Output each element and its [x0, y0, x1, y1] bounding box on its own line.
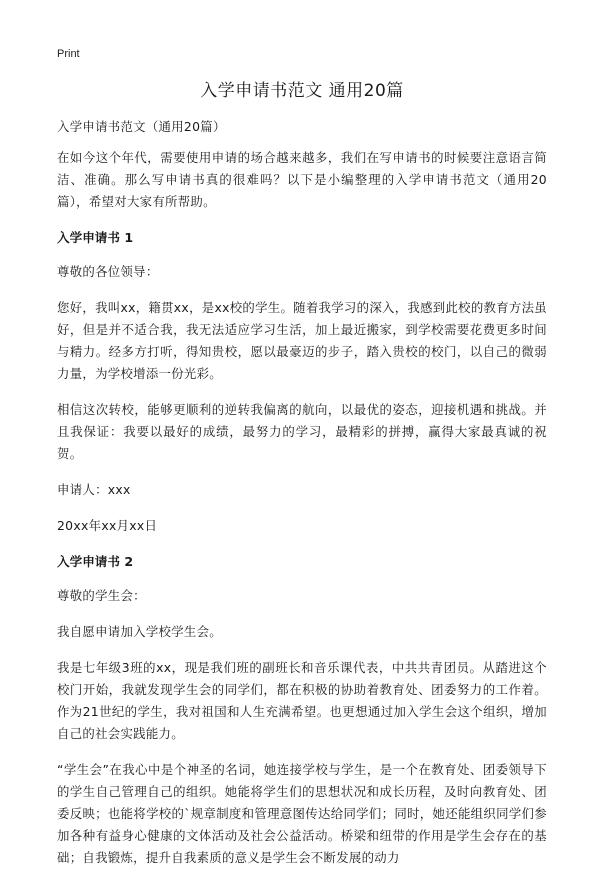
document-body: [57, 78, 547, 883]
paragraph: 相信这次转校，能够更顺利的逆转我偏离的航向，以最优的姿态，迎接机遇和挑战。并且我保证：我要以最好的成绩，最努力的学习，最精彩的拼搏，赢得大家最真诚的祝贺。: [57, 402, 547, 461]
paragraph: 我是七年级3班的xx，现是我们班的副班长和音乐课代表，中共共青团员。从踏进这个校门开始，我就发现学生会的同学们，都在积极的协助着教育处、团委努力的工作着。作为21世纪的学生，我对祖国和人生充满希望。也更想通过加入学生会这个组织，增加自己的社会实践能力。: [57, 660, 547, 741]
salutation: 尊敬的学生会：: [57, 588, 146, 603]
section-1: [57, 227, 547, 537]
salutation: 尊敬的各位领导：: [57, 264, 159, 279]
section-heading: 入学申请书 2: [57, 554, 134, 569]
applicant-line: 申请人：xxx: [57, 482, 131, 497]
paragraph: 您好，我叫xx，籍贯xx，是xx校的学生。随着我学习的深入，我感到此校的教育方法虽好，但是并不适合我，我无法适应学习生活，加上最近搬家，到学校需要花费更多时间与精力。经多方打听，得知贵校，愿以最豪迈的步子，踏入贵校的校门，以自己的微弱力量，为学校增添一份光彩。: [57, 300, 547, 381]
section-2: [57, 551, 547, 869]
print-link[interactable]: Print: [57, 48, 80, 60]
date-line: 20xx年xx月xx日: [57, 518, 158, 533]
intro-paragraph: 在如今这个年代，需要使用申请的场合越来越多，我们在写申请书的时候要注意语言简洁、准确。那么写申请书真的很难吗？以下是小编整理的入学申请书范文（通用20篇），希望对大家有所帮助。: [57, 150, 547, 209]
document-title: 入学申请书范文 通用20篇: [200, 81, 404, 101]
section-heading: 入学申请书 1: [57, 230, 134, 245]
paragraph: “学生会”在我心中是个神圣的名词，她连接学校与学生，是一个在教育处、团委领导下的学生自己管理自己的组织。她能将学生们的思想状况和成长历程，及时向教育处、团委反映；也能将学校的`规章制度和管理意图传达给同学们；同时，她还能组织同学们参加各种有益身心健康的文体活动及社会公益活动。桥梁和纽带的作用是学生会存在的基础；自我锻炼，提升自我素质的意义是学生会不断发展的动力: [57, 762, 547, 865]
document-subtitle: 入学申请书范文（通用20篇）: [57, 119, 226, 134]
paragraph: 我自愿申请加入学校学生会。: [57, 624, 222, 639]
